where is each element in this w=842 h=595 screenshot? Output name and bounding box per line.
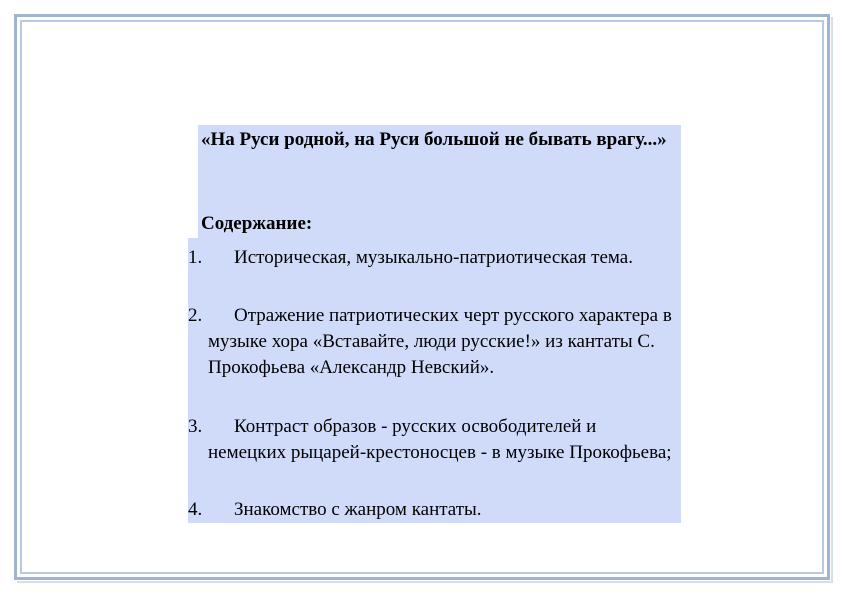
- list-item: [188, 414, 681, 466]
- list-item-text: Знакомство с жанром кантаты.: [234, 499, 482, 520]
- content-heading: Содержание:: [201, 213, 313, 234]
- list-item-number: 3.: [188, 416, 203, 437]
- list-item-text: Историческая, музыкально-патриотическая тема.: [234, 247, 633, 268]
- list-item-text: Отражение патриотических черт русского характера в музыке хора «Вставайте, люди русские!» из кантаты С. Прокофьева «Александр Невский».: [208, 305, 672, 378]
- list-item-number: 1.: [188, 247, 203, 268]
- list-item-text: Контраст образов - русских освободителей и немецких рыцарей-крестоносцев - в музыке Прокофьева;: [208, 416, 672, 463]
- list-item-number: 2.: [188, 305, 203, 326]
- list-item-number: 4.: [188, 499, 203, 520]
- slide-title: «На Руси родной, на Руси большой не бывать врагу...»: [201, 129, 667, 150]
- list-item: [188, 303, 681, 381]
- list-item: [188, 245, 681, 271]
- list-item: [188, 497, 681, 523]
